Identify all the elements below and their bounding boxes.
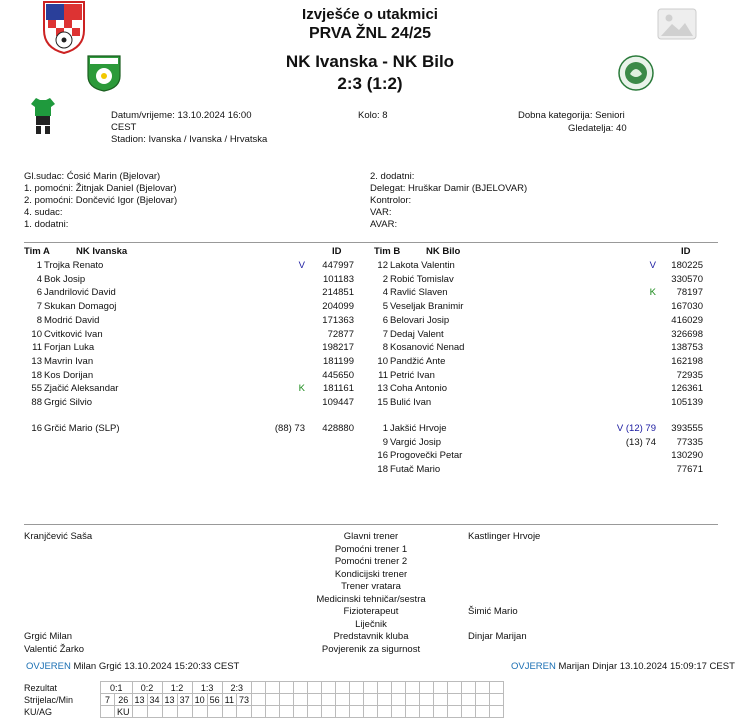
divider: [24, 524, 718, 525]
timezone-label: CEST: [111, 122, 137, 133]
player-name: Mavrin Ivan: [44, 355, 94, 367]
player-mark: V: [649, 260, 656, 271]
player-name: Petrić Ivan: [390, 369, 435, 381]
player-row: [370, 449, 462, 462]
player-id: 130290: [671, 450, 703, 462]
player-name: Kosanović Nenad: [390, 342, 465, 354]
results-cell: [307, 682, 321, 694]
player-number: 16: [377, 450, 388, 462]
away-physio: Šimić Mario: [468, 606, 518, 617]
player-id: 428880: [322, 423, 354, 434]
results-cell: 56: [207, 694, 222, 706]
results-table: [24, 681, 504, 718]
staff-role-label: Trener vratara: [341, 581, 401, 592]
results-cell: [251, 682, 265, 694]
results-cell: [391, 682, 405, 694]
player-name: Pandžić Ante: [390, 355, 446, 367]
player-row: [24, 273, 85, 286]
player-number: 55: [31, 383, 42, 395]
results-row: [24, 694, 503, 706]
player-name: Grgić Silvio: [44, 397, 93, 408]
player-row: [370, 382, 447, 395]
player-number: 1: [36, 260, 42, 271]
player-row: [370, 259, 455, 272]
player-id: 330570: [671, 273, 703, 285]
results-cell: [405, 682, 419, 694]
team-kit-icon: [30, 97, 56, 135]
player-number: 10: [377, 355, 388, 367]
staff-role-label: Glavni trener: [343, 531, 399, 542]
player-name: Kos Dorijan: [44, 369, 94, 381]
player-row: [370, 463, 440, 476]
player-id: 445650: [322, 369, 354, 381]
player-number: 12: [377, 260, 388, 271]
player-number: 4: [36, 273, 42, 285]
player-id: 393555: [671, 423, 703, 434]
results-cell: [349, 682, 363, 694]
stadium-info: Stadion: Ivanska / Ivanska / Hrvatska: [111, 134, 268, 145]
results-cell: [335, 682, 349, 694]
player-number: 15: [377, 397, 388, 408]
away-head-coach: Kastlinger Hrvoje: [468, 531, 541, 542]
results-cell: [349, 694, 363, 706]
player-row: [370, 355, 445, 368]
player-name: Veseljak Branimir: [390, 301, 464, 313]
player-id: 181161: [323, 383, 354, 395]
player-row: [370, 422, 447, 435]
player-name: Vargić Josip: [390, 436, 442, 448]
player-row: [24, 355, 93, 368]
player-id: 181199: [323, 355, 354, 367]
results-cell: 26: [115, 694, 133, 706]
results-cell: [377, 682, 391, 694]
results-cell: [433, 694, 447, 706]
results-cell: [461, 682, 475, 694]
round-info: Kolo: 8: [358, 110, 388, 121]
player-row: [370, 436, 441, 449]
player-row: [370, 314, 449, 327]
player-name: Modrić David: [44, 314, 100, 326]
player-mark: V (12) 79: [616, 423, 656, 434]
results-cell: 34: [147, 694, 162, 706]
official-line: AVAR:: [370, 219, 398, 230]
away-club-representative: Dinjar Marijan: [468, 631, 527, 642]
home-security-officer: Valentić Žarko: [24, 644, 85, 655]
staff-role-label: Fizioterapeut: [343, 606, 399, 617]
results-cell: [363, 682, 377, 694]
team-a-label: Tim A: [24, 246, 50, 257]
results-cell: [251, 694, 265, 706]
report-title: Izvješće o utakmici: [302, 6, 438, 23]
player-number: 13: [377, 383, 388, 395]
results-cell: [265, 682, 279, 694]
federation-crest-logo: [40, 0, 88, 54]
results-cell: 7: [101, 694, 115, 706]
spectators-count: Gledatelja: 40: [568, 123, 627, 134]
player-number: 6: [382, 314, 388, 326]
verified-status: OVJEREN: [26, 661, 71, 672]
results-row: [24, 682, 503, 694]
player-row: [370, 396, 431, 409]
staff-role-label: Pomoćni trener 1: [334, 543, 408, 555]
player-name: Cvitković Ivan: [44, 328, 103, 340]
match-score: 2:3 (1:2): [337, 74, 403, 93]
player-row: [24, 328, 103, 341]
staff-role-label: Povjerenik za sigurnost: [321, 643, 421, 655]
results-cell: [363, 694, 377, 706]
player-name: Zjačić Aleksandar: [44, 383, 119, 395]
results-cell: 0:2: [132, 682, 162, 694]
staff-role-label: Medicinski tehničar/sestra: [316, 593, 426, 605]
results-cell: [419, 682, 433, 694]
player-number: 7: [382, 328, 388, 340]
results-cell: [279, 682, 293, 694]
player-id: 78197: [676, 287, 703, 299]
player-number: 8: [382, 342, 388, 354]
match-datetime: Datum/vrijeme: 13.10.2024 16:00: [111, 110, 252, 121]
player-id: 77671: [676, 464, 703, 476]
official-line: 2. dodatni:: [370, 171, 415, 182]
results-cell: 11: [222, 694, 236, 706]
player-number: 5: [382, 301, 388, 313]
player-number: 11: [378, 369, 388, 381]
player-number: 18: [31, 369, 42, 381]
player-row: [370, 273, 454, 286]
player-id: 214851: [322, 287, 354, 299]
player-mark: (13) 74: [625, 436, 656, 448]
results-cell: [447, 682, 461, 694]
player-number: 2: [382, 273, 388, 285]
results-cell: [447, 694, 461, 706]
team-b-name: NK Bilo: [426, 246, 461, 257]
player-number: 13: [31, 355, 42, 367]
results-cell: [419, 694, 433, 706]
results-cell: [475, 694, 489, 706]
player-number: 1: [382, 423, 388, 434]
player-id: 416029: [671, 314, 703, 326]
player-name: Ravlić Slaven: [390, 287, 448, 299]
player-row: [24, 422, 119, 435]
results-cell: [265, 694, 279, 706]
player-name: Bok Josip: [44, 273, 86, 285]
official-line: Delegat: Hruškar Damir (BJELOVAR): [370, 183, 528, 194]
home-club-representative: Grgić Milan: [24, 631, 73, 642]
away-verification: [511, 661, 735, 673]
officials-left: [24, 171, 177, 231]
player-number: 6: [36, 287, 42, 299]
player-id: 204099: [322, 301, 354, 313]
results-cell: [377, 694, 391, 706]
verification-details: Marijan Dinjar 13.10.2024 15:09:17 CEST: [558, 661, 735, 672]
player-mark: (88) 73: [274, 423, 305, 434]
player-row: [24, 341, 94, 354]
home-head-coach: Kranjčević Saša: [24, 531, 93, 542]
results-cell: [391, 694, 405, 706]
results-cell: [489, 682, 503, 694]
player-number: 88: [31, 397, 42, 408]
player-name: Futač Mario: [390, 464, 441, 476]
player-row: [24, 300, 116, 313]
results-cell: 1:3: [192, 682, 222, 694]
team-a-id-header: ID: [332, 246, 342, 257]
player-id: 138753: [671, 342, 703, 354]
results-cell: [307, 694, 321, 706]
player-row: [24, 259, 103, 272]
player-id: 105139: [671, 397, 703, 408]
away-club-logo: [618, 54, 654, 92]
player-name: Grčić Mario (SLP): [44, 423, 120, 434]
player-id: 77335: [676, 436, 703, 448]
player-row: [370, 328, 444, 341]
results-cell: [279, 694, 293, 706]
player-mark: K: [298, 383, 305, 395]
team-b-id-header: ID: [681, 246, 691, 257]
player-name: Jandrilović David: [44, 287, 116, 299]
player-name: Progovečki Petar: [390, 450, 463, 462]
player-name: Belovari Josip: [390, 314, 450, 326]
match-title: NK Ivanska - NK Bilo: [285, 52, 455, 71]
player-id: 198217: [322, 342, 354, 354]
verified-status: OVJEREN: [511, 661, 556, 672]
player-row: [370, 300, 463, 313]
player-name: Bulić Ivan: [390, 397, 432, 408]
player-row: [370, 369, 435, 382]
home-club-logo: [86, 54, 122, 92]
results-cell: [475, 682, 489, 694]
player-id: 326698: [671, 328, 703, 340]
player-number: 18: [377, 464, 388, 476]
player-number: 11: [32, 342, 42, 354]
results-cell: [461, 694, 475, 706]
player-name: Robić Tomislav: [390, 273, 454, 285]
divider: [24, 242, 718, 243]
results-cell: [405, 694, 419, 706]
player-row: [24, 286, 116, 299]
player-name: Dedaj Valent: [390, 328, 444, 340]
image-placeholder-icon: [657, 8, 697, 40]
results-cell: [335, 694, 349, 706]
player-id: 447997: [322, 260, 354, 271]
home-verification: [26, 661, 239, 673]
official-line: Gl.sudac: Ćosić Marin (Bjelovar): [24, 171, 161, 182]
staff-role-label: Pomoćni trener 2: [334, 556, 408, 567]
player-name: Jakšić Hrvoje: [390, 423, 447, 434]
player-row: [370, 341, 464, 354]
staff-role-label: Kondicijski trener: [334, 568, 408, 580]
results-cell: [321, 682, 335, 694]
player-row: [24, 382, 118, 395]
official-line: 2. pomoćni: Dončević Igor (Bjelovar): [24, 195, 178, 206]
player-mark: K: [649, 287, 656, 299]
results-row-label: Rezultat: [24, 682, 58, 693]
player-row: [370, 286, 448, 299]
official-line: 1. pomoćni: Žitnjak Daniel (Bjelovar): [24, 183, 177, 194]
player-number: 10: [31, 328, 42, 340]
player-number: 7: [36, 301, 42, 313]
player-id: 162198: [671, 355, 703, 367]
player-row: [24, 369, 93, 382]
staff-role-label: Liječnik: [355, 618, 387, 630]
player-id: 180225: [671, 260, 703, 271]
player-number: 16: [31, 423, 42, 434]
player-number: 4: [382, 287, 388, 299]
player-id: 101183: [323, 273, 354, 285]
official-line: 1. dodatni:: [24, 219, 69, 230]
results-cell: [293, 682, 307, 694]
results-cell: 1:2: [162, 682, 192, 694]
results-cell: [489, 694, 503, 706]
results-cell: 0:1: [101, 682, 133, 694]
officials-right: [370, 171, 527, 231]
results-cell: 10: [192, 694, 207, 706]
player-number: 9: [382, 436, 388, 448]
player-name: Trojka Renato: [44, 260, 104, 271]
team-a-name: NK Ivanska: [76, 246, 128, 257]
player-name: Forjan Luka: [44, 342, 95, 354]
staff-role-label: Predstavnik kluba: [333, 631, 409, 642]
age-category: Dobna kategorija: Seniori: [518, 110, 625, 121]
results-cell: 13: [162, 694, 177, 706]
player-name: Coha Antonio: [390, 383, 448, 395]
player-row: [24, 314, 99, 327]
results-cell: 2:3: [222, 682, 251, 694]
results-cell: [433, 682, 447, 694]
team-b-label: Tim B: [374, 246, 401, 257]
player-number: 8: [36, 314, 42, 326]
player-name: Lakota Valentin: [390, 260, 455, 271]
player-id: 109447: [322, 397, 354, 408]
results-cell: 13: [132, 694, 147, 706]
player-id: 167030: [671, 301, 703, 313]
results-row-label: KU/AG: [24, 706, 53, 717]
player-mark: V: [298, 260, 305, 271]
results-cell: [321, 694, 335, 706]
results-cell: [293, 694, 307, 706]
results-row-label: Strijelac/Min: [24, 694, 74, 705]
player-name: Skukan Domagoj: [44, 301, 117, 313]
official-line: VAR:: [370, 207, 392, 218]
official-line: 4. sudac:: [24, 207, 63, 218]
league-title: PRVA ŽNL 24/25: [308, 25, 432, 42]
player-id: 72935: [676, 369, 703, 381]
player-id: 171363: [322, 314, 354, 326]
official-line: Kontrolor:: [370, 195, 412, 206]
player-id: 72877: [327, 328, 354, 340]
player-id: 126361: [671, 383, 703, 395]
player-row: [24, 396, 92, 409]
results-cell: 37: [177, 694, 192, 706]
results-cell: KU: [115, 706, 133, 718]
staff-roles: [271, 531, 471, 656]
verification-details: Milan Grgić 13.10.2024 15:20:33 CEST: [73, 661, 240, 672]
results-cell: 73: [236, 694, 251, 706]
